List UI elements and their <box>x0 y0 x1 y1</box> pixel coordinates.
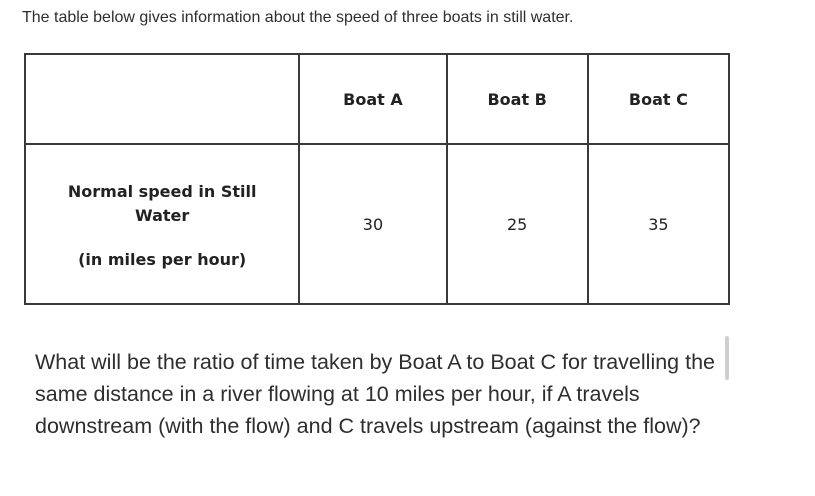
cell-value: 35 <box>648 214 669 234</box>
header-label: Boat A <box>343 89 403 109</box>
header-label: Boat C <box>628 89 688 109</box>
header-cell-boat-a <box>299 54 446 144</box>
scrollbar-thumb[interactable] <box>725 336 729 380</box>
row-label-line1: Normal speed in Still <box>67 181 257 201</box>
cell-value: 30 <box>362 214 384 234</box>
header-label: Boat B <box>487 89 547 109</box>
table-header-row <box>25 54 729 144</box>
row-unit-label: (in miles per hour) <box>78 249 247 269</box>
value-cell-boat-a <box>299 144 446 304</box>
boat-speed-table <box>24 53 730 305</box>
header-cell-boat-b <box>447 54 588 144</box>
question-text: What will be the ratio of time taken by Boat A to Boat C for travelling the same distance in a river flowing at 10 miles per hour, if A travels downstream (with the flow) and C travels upstream (against the flow)? <box>35 350 715 438</box>
row-label-cell <box>25 144 299 304</box>
intro-text: The table below gives information about the speed of three boats in still water. <box>22 9 574 26</box>
cell-value: 25 <box>507 214 528 234</box>
header-cell-boat-c <box>588 54 729 144</box>
table-row <box>25 144 729 304</box>
row-label-line2: Water <box>135 205 190 225</box>
value-cell-boat-c <box>588 144 729 304</box>
value-cell-boat-b <box>447 144 588 304</box>
table-corner-cell <box>25 54 299 144</box>
